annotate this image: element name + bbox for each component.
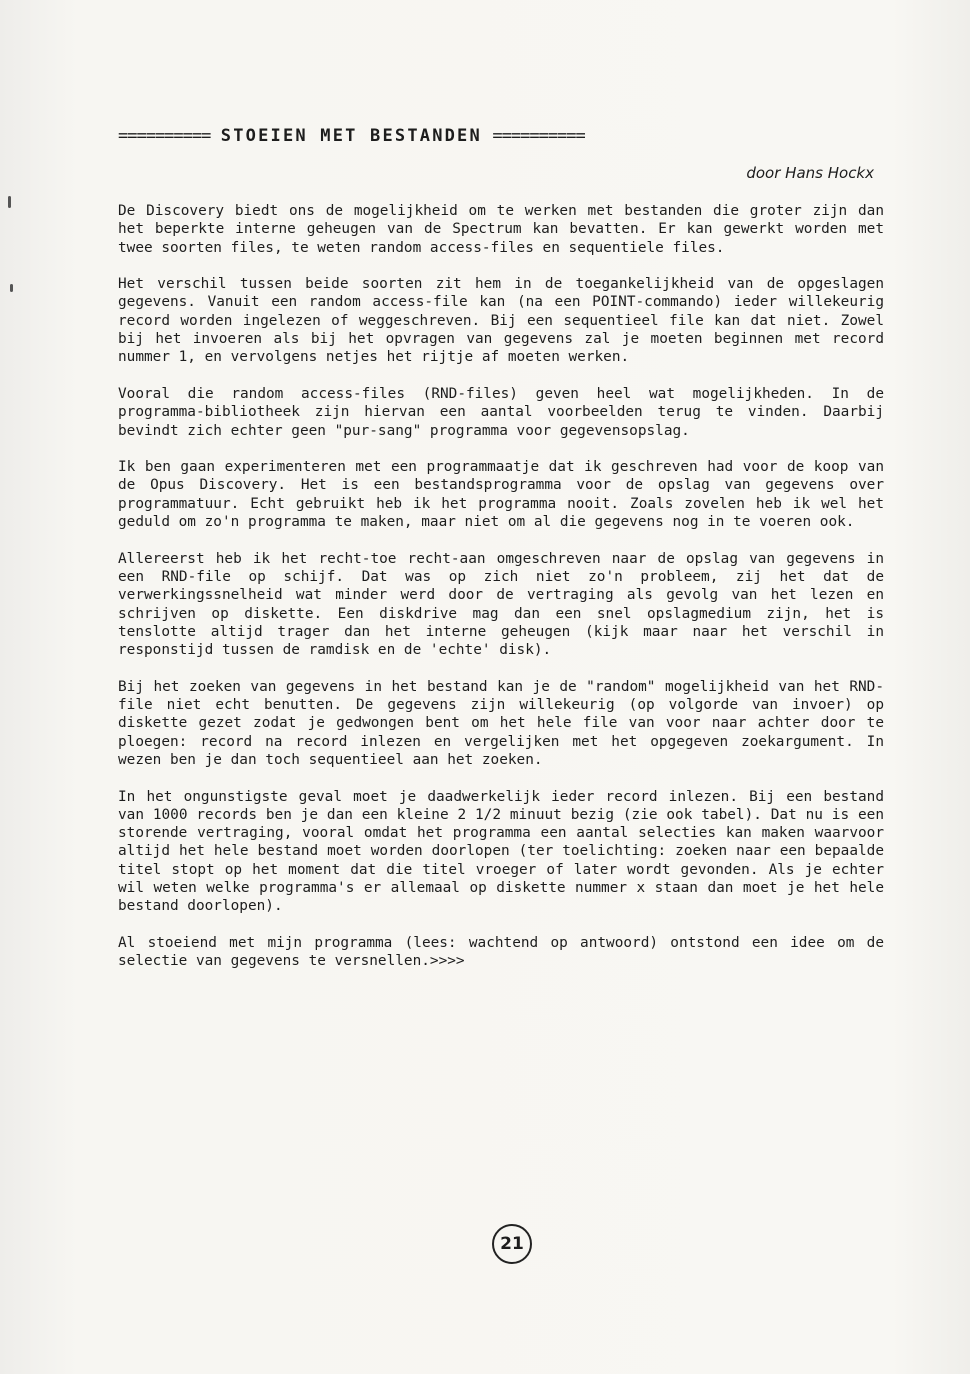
header-rule-left: ========== bbox=[118, 126, 211, 146]
paragraph: Bij het zoeken van gegevens in het bestand kan je de "random" mogelijkheid van het RND-file niet echt benutten. De gegevens zijn willekeurig (op volgorde van invoer) op diskette gezet zodat je gedwongen bent om het hele file van voor naar achter door te ploegen: record na record inlezen en vergelijken met het opgegeven zoekargument. In wezen ben je dan toch sequentieel aan het zoeken. bbox=[118, 678, 884, 768]
article-body bbox=[118, 202, 884, 970]
page-number: 21 bbox=[500, 1234, 524, 1254]
paragraph: Al stoeiend met mijn programma (lees: wachtend op antwoord) ontstond een idee om de selectie van gegevens te versnellen.>>>> bbox=[118, 934, 884, 970]
binder-mark bbox=[10, 284, 13, 292]
paragraph: Het verschil tussen beide soorten zit hem in de toegankelijkheid van de opgeslagen gegevens. Vanuit een random access-file kan (na een POINT-commando) ieder willekeurig record worden ingelezen of weggeschreven. Bij een sequentieel file kan dat niet. Zowel bij het invoeren als bij het opvragen van gegevens zal je moeten beginnen met record nummer 1, en vervolgens netjes het rijtje af moeten werken. bbox=[118, 276, 884, 366]
paragraph: In het ongunstigste geval moet je daadwerkelijk ieder record inlezen. Bij een bestand van 1000 records ben je dan een kleine 2 1/2 minuut bezig (zie ook tabel). Dat nu is een storende vertraging, vooral omdat het programma een aantal selecties kan maken waarvoor altijd het hele bestand moet worden doorlopen (ter toelichting: zoeken naar een bepaalde titel stopt op het moment dat die titel vroeger of later wordt gevonden. Als je echter wil weten welke programma's er allemaal op diskette nummer x staan dan moet je het hele bestand doorlopen). bbox=[118, 788, 884, 915]
article-title: STOEIEN MET BESTANDEN bbox=[220, 126, 482, 146]
page-number-badge bbox=[492, 1224, 532, 1264]
paragraph: De Discovery biedt ons de mogelijkheid om te werken met bestanden die groter zijn dan het beperkte interne geheugen van de Spectrum kan bevatten. Er kan gewerkt worden met twee soorten files, te weten random access-files en sequentiele files. bbox=[118, 203, 884, 256]
article-header bbox=[118, 126, 886, 146]
binder-mark bbox=[8, 196, 11, 208]
paragraph: Vooral die random access-files (RND-files) geven heel wat mogelijkheden. In de programma-bibliotheek zijn hiervan een aantal voorbeelden terug te vinden. Daarbij bevindt zich echter geen "pur-sang" programma voor gegevensopslag. bbox=[118, 385, 884, 439]
paragraph: Ik ben gaan experimenteren met een programmaatje dat ik geschreven had voor de koop van de Opus Discovery. Het is een bestandsprogramma voor de opslag van gegevens over programmatuur. Echt gebruikt heb ik het programma nooit. Zoals zovelen heb ik wel het geduld om zo'n programma te maken, maar niet om al die gegevens nog in te voeren ook. bbox=[118, 459, 884, 531]
header-rule-right: ========== bbox=[492, 126, 585, 146]
author-byline: door Hans Hockx bbox=[746, 164, 874, 182]
paragraph: Allereerst heb ik het recht-toe recht-aan omgeschreven naar de opslag van gegevens in een RND-file op schijf. Dat was op zich niet zo'n probleem, zij het dat de verwerkingssnelheid wat minder werd door de vertraging als gevolg van het lezen en schrijven op diskette. Een diskdrive mag dan een snel opslagmedium zijn, het is tenslotte altijd trager dan het interne geheugen (kijk maar naar het verschil in responstijd tussen de ramdisk en de 'echte' disk). bbox=[118, 550, 884, 659]
